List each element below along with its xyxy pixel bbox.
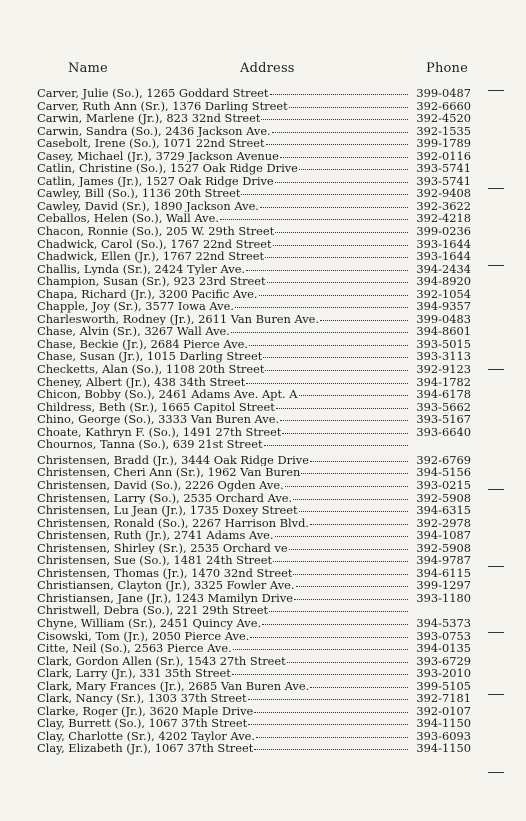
phone-number: 392-6660 [416, 99, 471, 113]
entry-text: Christensen, Bradd (Jr.), 3444 Oak Ridge Drive [37, 453, 309, 467]
phone-number: 399-5105 [416, 679, 471, 693]
entry-text: Clay, Elizabeth (Jr.), 1067 37th Street [37, 742, 254, 755]
entry-text: Clark, Nancy (Sr.), 1303 37th Street [37, 692, 247, 705]
entry-text: Choate, Kathryn F. (So.), 1491 27th Street [37, 425, 282, 439]
dot-leader [293, 572, 408, 575]
entry-text: Christensen, Ronald (So.), 2267 Harrison Blvd. [37, 516, 310, 530]
dot-leader [273, 559, 408, 562]
list-item [37, 376, 471, 389]
dot-leader [275, 180, 408, 183]
entry-text: Carver, Julie (So.), 1265 Goddard Street [37, 87, 269, 100]
list-item [37, 466, 471, 479]
entry-text: Clay, Charlotte (Sr.), 4202 Taylor Ave. [37, 729, 256, 743]
dot-leader [275, 534, 408, 537]
entry-text: Casebolt, Irene (So.), 1071 22nd Street [37, 137, 265, 150]
phone-number: 392-3622 [416, 199, 471, 213]
list-item [37, 454, 471, 467]
dot-leader [270, 92, 408, 95]
list-item [37, 125, 471, 138]
dot-leader [264, 443, 408, 446]
entry-text: Checketts, Alan (So.), 1108 20th Street [37, 363, 265, 376]
dot-leader [248, 697, 408, 700]
dot-leader [249, 343, 408, 346]
phone-number: 393-6640 [416, 425, 471, 439]
list-item [37, 567, 471, 580]
dot-leader [267, 280, 408, 283]
list-item [37, 705, 471, 718]
phone-number: 394-2434 [416, 262, 471, 276]
dot-leader [299, 393, 408, 396]
list-item [37, 742, 471, 755]
list-item [37, 630, 471, 643]
list-item [37, 492, 471, 505]
dot-leader [299, 509, 408, 512]
margin-tick [488, 632, 504, 633]
list-item [37, 642, 471, 655]
entry-text: Christensen, Larry (So.), 2535 Orchard Ave. [37, 491, 293, 505]
dot-leader [294, 597, 408, 600]
list-item [37, 137, 471, 150]
entry-text: Citte, Neil (So.), 2563 Pierce Ave. [37, 642, 232, 655]
phone-number: 392-1535 [416, 124, 471, 138]
phone-number: 394-1150 [416, 717, 471, 730]
entry-text: Chadwick, Carol (So.), 1767 22nd Street [37, 237, 272, 251]
list-item [37, 438, 471, 451]
list-item [37, 579, 471, 592]
entry-text: Clark, Gordon Allen (Sr.), 1543 27th Street [37, 654, 286, 668]
phone-column-header: Phone [426, 61, 469, 76]
margin-tick [488, 265, 504, 266]
list-item [37, 542, 471, 555]
list-item [37, 162, 471, 175]
dot-leader [280, 155, 408, 158]
entry-text: Chase, Alvin (Sr.), 3267 Wall Ave. [37, 325, 230, 338]
dot-leader [276, 406, 408, 409]
phone-number: 392-6769 [416, 453, 471, 467]
list-item [37, 529, 471, 542]
phone-number: 393-0215 [416, 478, 471, 492]
dot-leader [275, 230, 408, 233]
dot-leader [269, 609, 408, 612]
list-item [37, 300, 471, 313]
phone-number: 393-5741 [416, 162, 471, 175]
list-item [37, 680, 471, 693]
dot-leader [220, 217, 408, 220]
margin-tick [488, 566, 504, 567]
entry-text: Cawley, David (Sr.), 1890 Jackson Ave. [37, 199, 259, 213]
dot-leader [293, 497, 408, 500]
list-item [37, 212, 471, 225]
dot-leader [289, 547, 408, 550]
dot-leader [246, 381, 408, 384]
entry-text: Challis, Lynda (Sr.), 2424 Tyler Ave. [37, 262, 246, 276]
dot-leader [241, 192, 408, 195]
phone-number: 393-3113 [416, 350, 471, 364]
entry-text: Christensen, David (So.), 2226 Ogden Ave. [37, 478, 284, 492]
list-item [37, 350, 471, 363]
dot-leader [301, 471, 408, 474]
list-item [37, 717, 471, 730]
dot-leader [289, 105, 408, 108]
entry-text: Chase, Beckie (Jr.), 2684 Pierce Ave. [37, 337, 248, 351]
list-item [37, 238, 471, 251]
entry-text: Clay, Burrett (So.), 1067 37th Street [37, 717, 248, 730]
dot-leader [233, 647, 408, 650]
dot-leader [266, 142, 408, 145]
list-item [37, 175, 471, 188]
dot-leader [265, 255, 408, 258]
entry-text: Chapple, Joy (Sr.), 3577 Iowa Ave. [37, 300, 234, 313]
phone-number: 394-5156 [416, 466, 471, 479]
phone-number: 394-1150 [416, 742, 471, 755]
entry-text: Chicon, Bobby (So.), 2461 Adams Ave. Apt. A [37, 388, 298, 401]
list-item [37, 200, 471, 213]
list-item [37, 617, 471, 630]
list-item [37, 225, 471, 238]
dot-leader [263, 355, 408, 358]
dot-leader [250, 635, 408, 638]
entry-text: Christwell, Debra (So.), 221 29th Street [37, 604, 269, 617]
name-column-header: Name [68, 61, 108, 76]
phone-number: 392-5908 [416, 491, 471, 505]
entry-text: Champion, Susan (Sr.), 923 23rd Street [37, 275, 266, 288]
dot-leader [287, 660, 408, 663]
list-item [37, 401, 471, 414]
phone-number: 393-0753 [416, 629, 471, 643]
list-item [37, 667, 471, 680]
phone-number: 393-6093 [416, 729, 471, 743]
entry-text: Christensen, Lu Jean (Jr.), 1735 Doxey Street [37, 504, 298, 517]
margin-tick [488, 772, 504, 773]
entry-text: Charlesworth, Rodney (Jr.), 2611 Van Buren Ave. [37, 312, 320, 326]
dot-leader [285, 484, 408, 487]
dot-leader [246, 268, 408, 271]
phone-number: 393-5662 [416, 400, 471, 414]
phone-number: 399-1789 [416, 137, 471, 150]
list-item [37, 150, 471, 163]
dot-leader [280, 418, 408, 421]
phone-number: 393-1180 [416, 591, 471, 605]
phone-number: 393-5015 [416, 337, 471, 351]
list-item [37, 187, 471, 200]
phone-number: 394-9787 [416, 554, 471, 567]
list-item [37, 413, 471, 426]
phone-number: 399-0487 [416, 87, 471, 100]
entry-text: Christensen, Cheri Ann (Sr.), 1962 Van Buren [37, 466, 301, 479]
list-item [37, 325, 471, 338]
column-headers [0, 61, 526, 81]
dot-leader [254, 710, 408, 713]
phone-number: 399-1297 [416, 579, 471, 592]
dot-leader [260, 205, 408, 208]
entry-text: Christensen, Thomas (Jr.), 1470 32nd Street [37, 566, 293, 580]
phone-number: 393-1644 [416, 250, 471, 263]
list-item [37, 692, 471, 705]
entry-text: Christensen, Sue (So.), 1481 24th Street [37, 554, 273, 567]
list-item [37, 604, 471, 617]
margin-tick [488, 489, 504, 490]
entry-text: Christensen, Shirley (Sr.), 2535 Orchard ve [37, 541, 288, 555]
phone-number: 393-2010 [416, 667, 471, 680]
entry-text: Ceballos, Helen (So.), Wall Ave. [37, 212, 219, 226]
entry-text: Cheney, Albert (Jr.), 438 34th Street [37, 375, 246, 389]
entry-text: Casey, Michael (Jr.), 3729 Jackson Avenue [37, 149, 279, 163]
entry-text: Christensen, Ruth (Jr.), 2741 Adams Ave. [37, 529, 274, 542]
entry-text: Clark, Mary Frances (Jr.), 2685 Van Buren Ave. [37, 679, 310, 693]
phone-number: 399-0483 [416, 312, 471, 326]
entry-text: Chacon, Ronnie (So.), 205 W. 29th Street [37, 225, 275, 238]
dot-leader [261, 117, 408, 120]
entry-text: Clarke, Roger (Jr.), 3620 Maple Drive [37, 704, 254, 718]
phone-number: 394-8920 [416, 275, 471, 288]
dot-leader [231, 330, 408, 333]
list-item [37, 275, 471, 288]
margin-tick [488, 694, 504, 695]
list-item [37, 730, 471, 743]
entry-text: Chino, George (So.), 3333 Van Buren Ave. [37, 413, 280, 426]
entry-text: Chournos, Tanna (So.), 639 21st Street [37, 438, 263, 451]
dot-leader [299, 167, 408, 170]
list-item [37, 479, 471, 492]
phone-number: 392-9408 [416, 187, 471, 200]
dot-leader [259, 293, 409, 296]
list-item [37, 592, 471, 605]
entry-text: Christiansen, Clayton (Jr.), 3325 Fowler Ave. [37, 579, 295, 592]
dot-leader [310, 685, 408, 688]
entry-text: Carwin, Sandra (So.), 2436 Jackson Ave. [37, 124, 271, 138]
list-item [37, 263, 471, 276]
directory-list [37, 87, 471, 755]
phone-number: 399-0236 [416, 225, 471, 238]
margin-tick [488, 188, 504, 189]
entry-text: Cawley, Bill (So.), 1136 20th Street [37, 187, 241, 200]
list-item [37, 426, 471, 439]
phone-number: 394-1782 [416, 375, 471, 389]
entry-text: Catlin, James (Jr.), 1527 Oak Ridge Drive [37, 174, 274, 188]
dot-leader [273, 243, 408, 246]
dot-leader [235, 305, 408, 308]
phone-number: 392-2978 [416, 516, 471, 530]
phone-number: 393-5741 [416, 174, 471, 188]
phone-number: 394-6115 [416, 566, 471, 580]
phone-number: 394-8601 [416, 325, 471, 338]
phone-number: 394-0135 [416, 642, 471, 655]
dot-leader [248, 722, 408, 725]
list-item [37, 87, 471, 100]
dot-leader [310, 459, 408, 462]
entry-text: Chapa, Richard (Jr.), 3200 Pacific Ave. [37, 287, 258, 301]
entry-text: Childress, Beth (Sr.), 1665 Capitol Street [37, 400, 275, 414]
entry-text: Chyne, William (Sr.), 2451 Quincy Ave. [37, 616, 262, 630]
list-item [37, 655, 471, 668]
entry-text: Catlin, Christine (So.), 1527 Oak Ridge Drive [37, 162, 298, 175]
phone-number: 393-1644 [416, 237, 471, 251]
list-item [37, 288, 471, 301]
phone-number: 393-6729 [416, 654, 471, 668]
list-item [37, 554, 471, 567]
list-item [37, 504, 471, 517]
list-item [37, 363, 471, 376]
address-column-header: Address [240, 61, 295, 76]
dot-leader [262, 622, 408, 625]
phone-number: 394-1087 [416, 529, 471, 542]
margin-tick [488, 369, 504, 370]
phone-number: 394-6178 [416, 388, 471, 401]
list-item [37, 100, 471, 113]
phone-number: 394-5373 [416, 616, 471, 630]
entry-text: Clark, Larry (Jr.), 331 35th Street [37, 667, 231, 680]
list-item [37, 112, 471, 125]
list-item [37, 313, 471, 326]
dot-leader [320, 318, 408, 321]
entry-text: Carver, Ruth Ann (Sr.), 1376 Darling Street [37, 99, 288, 113]
entry-text: Carwin, Marlene (Jr.), 823 32nd Street [37, 112, 261, 125]
entry-text: Chase, Susan (Jr.), 1015 Darling Street [37, 350, 263, 364]
list-item [37, 388, 471, 401]
list-item [37, 517, 471, 530]
phone-number: 392-7181 [416, 692, 471, 705]
phone-number: 392-4218 [416, 212, 471, 226]
phone-number: 392-0116 [416, 149, 471, 163]
margin-tick [488, 90, 504, 91]
dot-leader [232, 672, 408, 675]
dot-leader [272, 130, 408, 133]
entry-text: Chadwick, Ellen (Jr.), 1767 22nd Street [37, 250, 265, 263]
phone-number: 394-9357 [416, 300, 471, 313]
phone-number: 392-4520 [416, 112, 471, 125]
phone-number: 392-1054 [416, 287, 471, 301]
dot-leader [296, 584, 409, 587]
entry-text: Cisowski, Tom (Jr.), 2050 Pierce Ave. [37, 629, 250, 643]
phone-number: 392-9123 [416, 363, 471, 376]
dot-leader [310, 522, 408, 525]
dot-leader [282, 431, 408, 434]
phone-number: 393-5167 [416, 413, 471, 426]
phone-number: 394-6315 [416, 504, 471, 517]
dot-leader [254, 747, 408, 750]
entry-text: Christiansen, Jane (Jr.), 1243 Mamilyn Drive [37, 591, 293, 605]
dot-leader [265, 368, 408, 371]
phone-number: 392-5908 [416, 541, 471, 555]
list-item [37, 250, 471, 263]
dot-leader [256, 735, 408, 738]
list-item [37, 338, 471, 351]
phone-number: 392-0107 [416, 704, 471, 718]
